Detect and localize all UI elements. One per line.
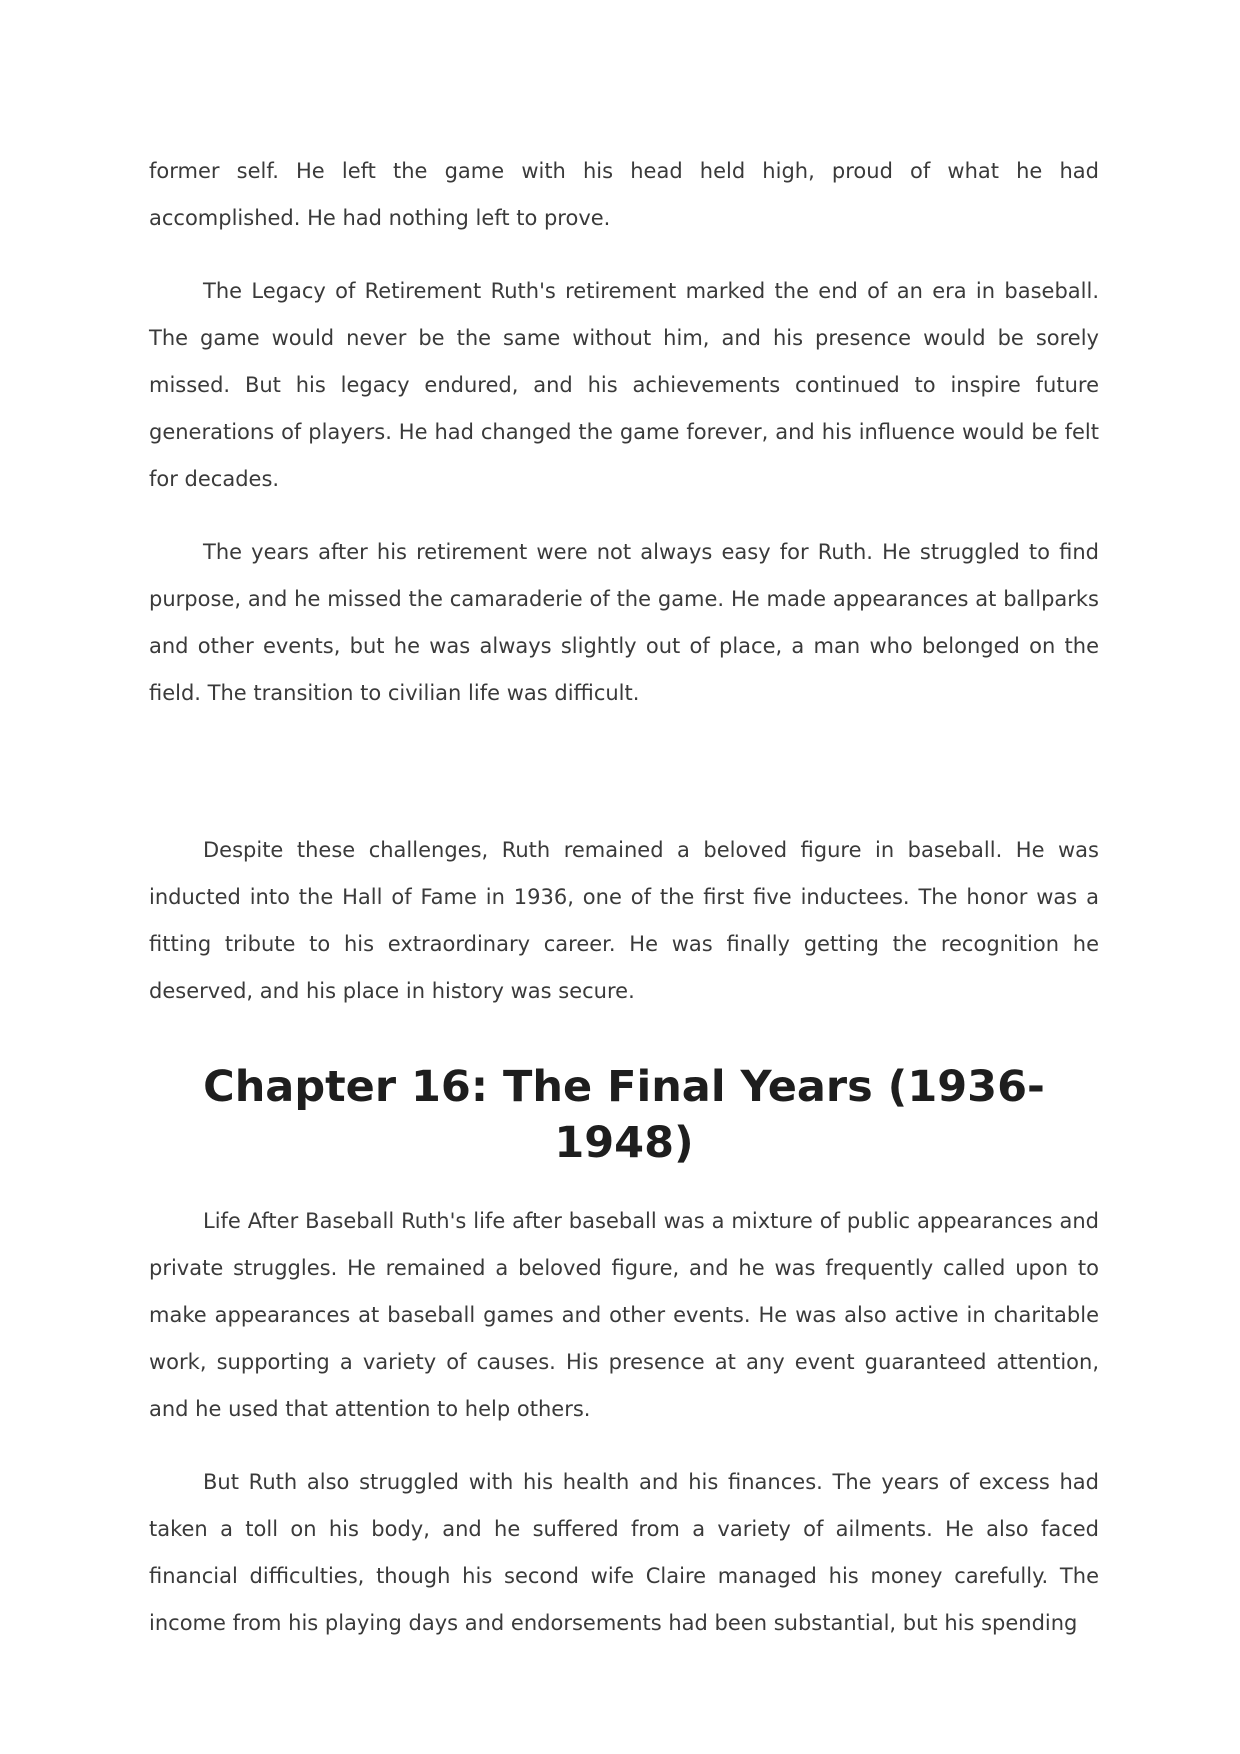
paragraph-spacer — [149, 242, 1099, 268]
section-spacer — [149, 717, 1099, 827]
paragraph-continuation: former self. He left the game with his head held high, proud of what he had accomplished. He had nothing left to prove. — [149, 159, 1099, 230]
paragraph-years-after-retirement: The years after his retirement were not always easy for Ruth. He struggled to find purpose, and he missed the camaraderie of the game. He made appearances at ballparks and other events, but he was always slightly out of place, a man who belonged on the field. The transition to civilian life was difficult. — [149, 540, 1099, 705]
paragraph-spacer — [149, 1433, 1099, 1459]
chapter-title: Chapter 16: The Final Years (1936-1948) — [203, 1062, 1045, 1168]
paragraph-health-and-finances: But Ruth also struggled with his health and his finances. The years of excess had taken a toll on his body, and he suffered from a variety of ailments. He also faced financial difficulties, though his second wife Claire managed his money carefully. The income from his playing days and endorsements had been substantial, but his spending — [149, 1470, 1099, 1635]
paragraph-spacer — [149, 503, 1099, 529]
document-page — [149, 148, 1099, 1647]
paragraph-life-after-baseball: Life After Baseball Ruth's life after baseball was a mixture of public appearances and private struggles. He remained a beloved figure, and he was frequently called upon to make appearances at baseball games and other events. He was also active in charitable work, supporting a variety of causes. His presence at any event guaranteed attention, and he used that attention to help others. — [149, 1209, 1099, 1421]
paragraph-hall-of-fame: Despite these challenges, Ruth remained a beloved figure in baseball. He was inducted into the Hall of Fame in 1936, one of the first five inductees. The honor was a fitting tribute to his extraordinary career. He was finally getting the recognition he deserved, and his place in history was secure. — [149, 838, 1099, 1003]
paragraph-legacy-of-retirement: The Legacy of Retirement Ruth's retirement marked the end of an era in baseball. The game would never be the same without him, and his presence would be sorely missed. But his legacy endured, and his achievements continued to inspire future generations of players. He had changed the game forever, and his influence would be felt for decades. — [149, 279, 1099, 491]
